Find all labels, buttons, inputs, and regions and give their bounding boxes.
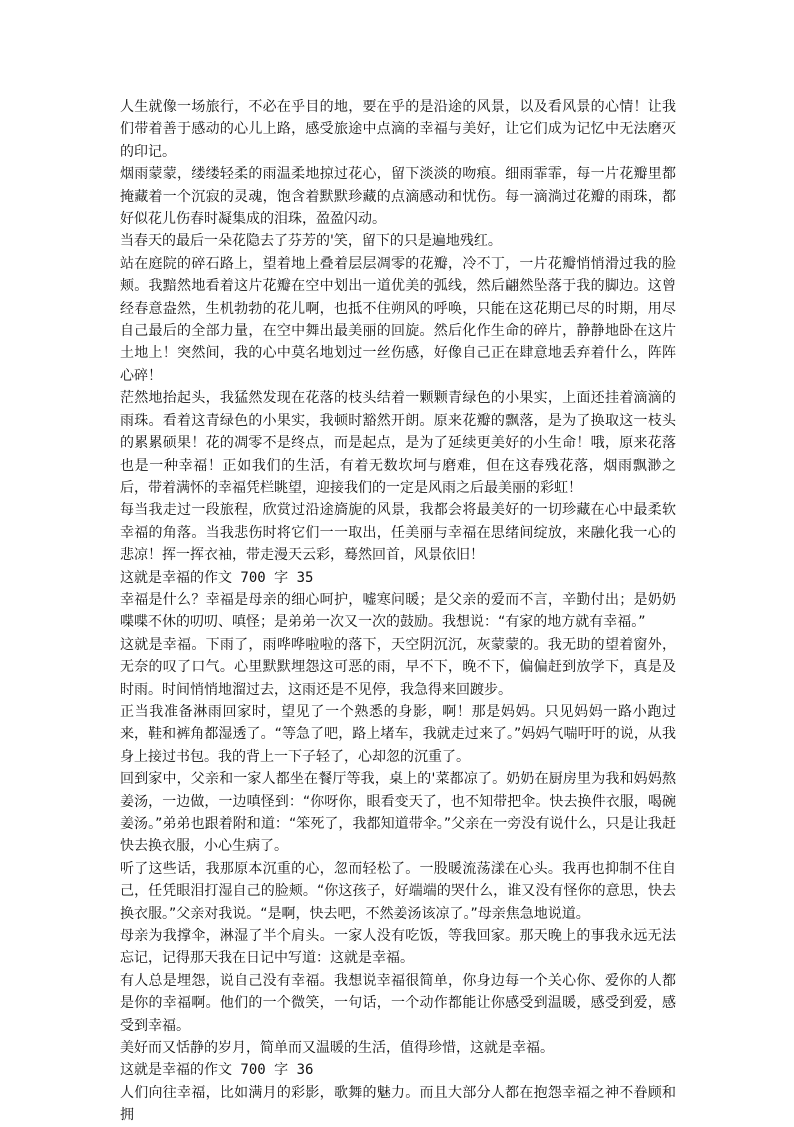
paragraph: 站在庭院的碎石路上，望着地上叠着层层凋零的花瓣，冷不丁，一片花瓣悄悄滑过我的脸颊。我黯然地看着这片花瓣在空中划出一道优美的弧线，然后翩然坠落于我的脚边。这曾经春意盎然，生机勃勃的花儿啊，也抵不住朔风的呼唤，只能在这花期已尽的时期，用尽自己最后的全部力量，在空中舞出最美丽的回旋。然后化作生命的碎片，静静地卧在这片土地上！突然间，我的心中莫名地划过一丝伤感，好像自己正在肆意地丢弃着什么，阵阵心碎！ (120, 255, 676, 384)
paragraph: 每当我走过一段旅程，欣赏过沿途旖旎的风景，我都会将最美好的一切珍藏在心中最柔软幸福的角落。当我悲伤时将它们一一取出，任美丽与幸福在思绪间绽放，来融化我一心的悲凉！挥一挥衣袖，带走漫天云彩，蓦然回首，风景依旧！ (120, 502, 676, 564)
paragraph: 美好而又恬静的岁月，简单而又温暖的生活，值得珍惜，这就是幸福。 (120, 1040, 554, 1057)
section-heading: 这就是幸福的作文 700 字 36 (120, 1062, 314, 1079)
paragraph: 人们向往幸福，比如满月的彩影，歌舞的魅力。而且大部分人都在抱怨幸福之神不眷顾和拥 (120, 1084, 676, 1124)
paragraph: 回到家中，父亲和一家人都坐在餐厅等我，桌上的'菜都凉了。奶奶在厨房里为我和妈妈熬姜汤，一边做，一边嗔怪到：“你呀你，眼看变天了，也不知带把伞。快去换件衣服，喝碗姜汤。”弟弟也跟着附和道：“笨死了，我都知道带伞。”父亲在一旁没有说什么，只是让我赶快去换衣服，小心生病了。 (120, 771, 676, 855)
paragraph: 人生就像一场旅行，不必在乎目的地，要在乎的是沿途的风景，以及看风景的心情！让我们带着善于感动的心儿上路，感受旅途中点滴的幸福与美好，让它们成为记忆中无法磨灭的印记。 (120, 99, 676, 160)
paragraph: 听了这些话，我那原本沉重的心，忽而轻松了。一股暖流荡漾在心头。我再也抑制不住自己，任凭眼泪打湿自己的脸颊。“你这孩子，好端端的哭什么，谁又没有怪你的意思，快去换衣服。”父亲对我说。“是啊，快去吧，不然姜汤该凉了。”母亲焦急地说道。 (120, 860, 676, 922)
paragraph: 幸福是什么？幸福是母亲的细心呵护，嘘寒问暖；是父亲的爱而不言，辛勤付出；是奶奶喋喋不休的叨叨、嗔怪；是弟弟一次又一次的鼓励。我想说：“有家的地方就有幸福。” (120, 591, 676, 631)
paragraph: 烟雨蒙蒙，缕缕轻柔的雨温柔地掠过花心，留下淡淡的吻痕。细雨霏霏，每一片花瓣里都掩藏着一个沉寂的灵魂，饱含着默默珍藏的点滴感动和忧伤。每一滴淌过花瓣的雨珠，都好似花儿伤春时凝集成的泪珠，盈盈闪动。 (120, 166, 676, 228)
paragraph: 正当我准备淋雨回家时，望见了一个熟悉的身影，啊！那是妈妈。只见妈妈一路小跑过来，鞋和裤角都湿透了。“等急了吧，路上堵车，我就走过来了。”妈妈气喘吁吁的说，从我身上接过书包。我的背上一下子轻了，心却忽的沉重了。 (120, 703, 676, 765)
document-page (120, 96, 676, 1127)
section-heading: 这就是幸福的作文 700 字 35 (120, 569, 314, 586)
paragraph: 茫然地抬起头，我猛然发现在花落的枝头结着一颗颗青绿色的小果实，上面还挂着滴滴的雨珠。看着这青绿色的小果实，我顿时豁然开朗。原来花瓣的飘落，是为了换取这一枝头的累累硕果！花的凋零不是终点，而是起点，是为了延续更美好的小生命！哦，原来花落也是一种幸福！正如我们的生活，有着无数坎坷与磨难，但在这春残花落，烟雨飘渺之后，带着满怀的幸福凭栏眺望，迎接我们的一定是风雨之后最美丽的彩虹！ (120, 390, 676, 496)
paragraph: 当春天的最后一朵花隐去了芬芳的'笑，留下的只是遍地残红。 (120, 233, 502, 250)
paragraph: 有人总是埋怨，说自己没有幸福。我想说幸福很简单，你身边每一个关心你、爱你的人都是你的幸福啊。他们的一个微笑，一句话，一个动作都能让你感受到温暖，感受到爱，感受到幸福。 (120, 972, 676, 1034)
paragraph: 这就是幸福。下雨了，雨哗哗啦啦的落下，天空阴沉沉，灰蒙蒙的。我无助的望着窗外，无奈的叹了口气。心里默默埋怨这可恶的雨，早不下，晚不下，偏偏赶到放学下，真是及时雨。时间悄悄地溜过去，这雨还是不见停，我急得来回踱步。 (120, 636, 676, 698)
paragraph: 母亲为我撑伞，淋湿了半个肩头。一家人没有吃饭，等我回家。那天晚上的事我永远无法忘记，记得那天我在日记中写道：这就是幸福。 (120, 928, 676, 967)
